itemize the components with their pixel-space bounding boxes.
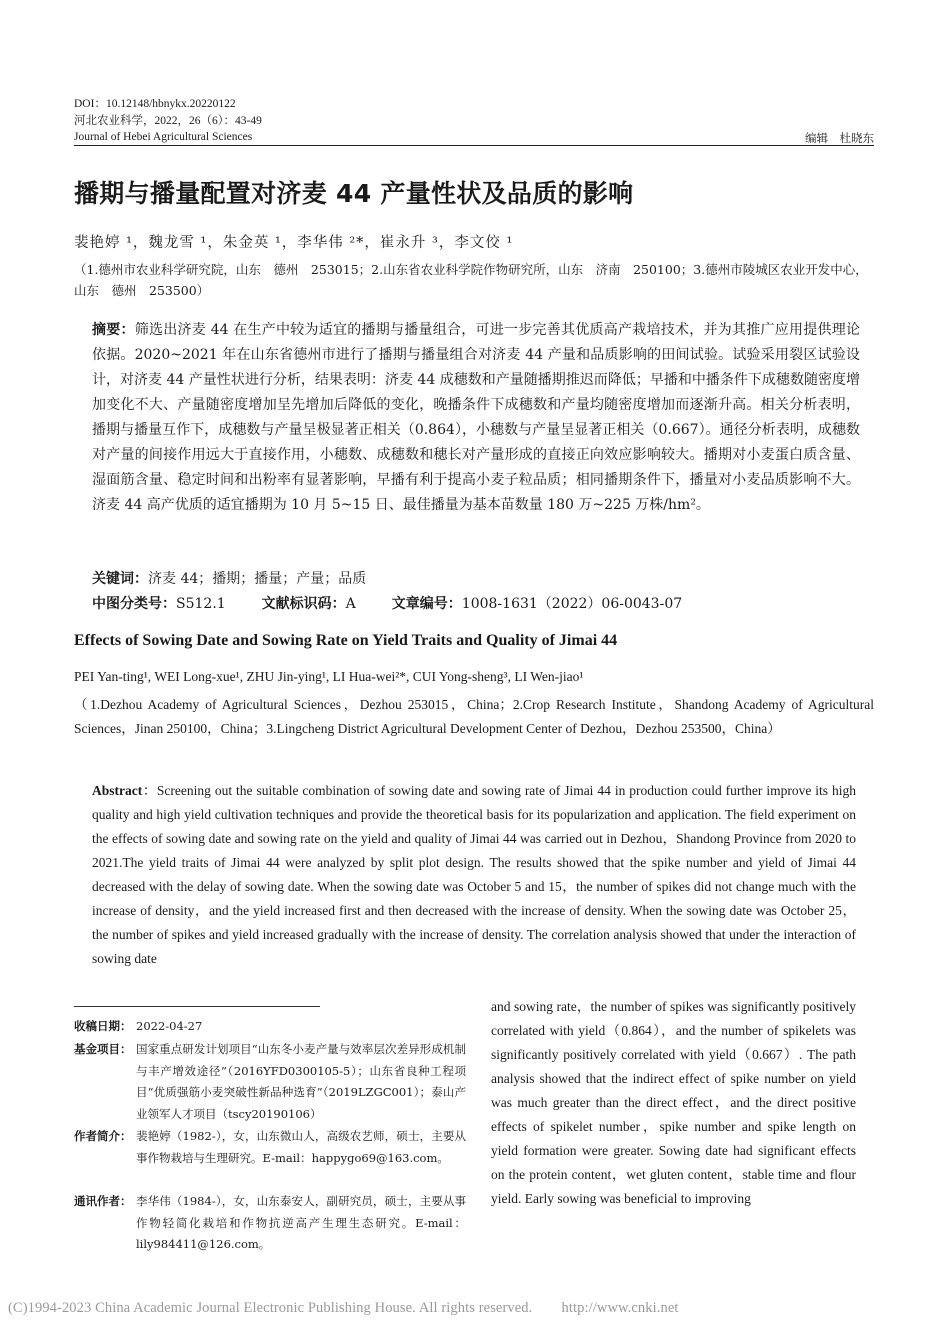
keywords-cn: [92, 567, 860, 592]
abstract-en-text: ：Screening out the suitable combination of sowing date and sowing rate of Jimai 44 in production could further improve its high quality and high yield cultivation techniques and provide the theoretical basis for its popularization and application. The field experiment on the effects of sowing date and sowing rate on the yield and quality of Jimai 44 was carried out in Dezhou，Shandong Province from 2020 to 2021.The yield traits of Jimai 44 were analyzed by split plot design. The results showed that the spike number and yield of Jimai 44 decreased with the delay of sowing date. When the sowing date was October 5 and 15，the number of spikes did not change much with the increase of density，and the yield increased first and then decreased with the increase of density. When the sowing date was October 25，the number of spikes and yield increased gradually with the increase of density. The correlation analysis showed that under the interaction of sowing date: [92, 783, 856, 966]
doc-code-label: 文献标识码：: [261, 596, 346, 612]
doc-code-value: A: [345, 596, 356, 612]
footnote-received: [74, 1016, 466, 1038]
keywords-cn-label: 关键词：: [92, 571, 148, 587]
doi-line[interactable]: DOI：10.12148/hbnykx.20220122: [74, 98, 236, 110]
classification-line: [92, 593, 682, 613]
fund-label: 基金项目：: [74, 1042, 132, 1056]
paper-title-en: Effects of Sowing Date and Sowing Rate on Yield Traits and Quality of Jimai 44: [74, 632, 618, 649]
article-no-value: 1008-1631（2022）06-0043-07: [461, 596, 683, 612]
footnote-corresponding: [74, 1191, 466, 1256]
paper-title-cn: 播期与播量配置对济麦 44 产量性状及品质的影响: [74, 179, 634, 208]
received-value: 2022-04-27: [136, 1019, 203, 1033]
affiliations-cn: （1.德州市农业科学研究院，山东 德州 253015；2.山东省农业科学院作物研究所，山东 济南 250100；3.德州市陵城区农业开发中心，山东 德州 253500）: [74, 262, 868, 298]
clc-label: 中图分类号：: [92, 596, 176, 612]
footnote-fund: [74, 1039, 466, 1125]
journal-header: [74, 96, 262, 146]
affiliations-en: （1.Dezhou Academy of Agricultural Sciences，Dezhou 253015，China；2.Crop Research Institute，Shandong Academy of Agricultural Sciences，Jinan 250100，China；3.Lingcheng District Agricultural Development Center of Dezhou，Dezhou 253500，China）: [74, 697, 874, 736]
clc-value: S512.1: [176, 596, 226, 612]
footnote-divider: [74, 1006, 320, 1007]
editor-credit: 编辑 杜晓东: [805, 131, 874, 145]
abstract-cn: [92, 318, 860, 518]
abstract-cn-label: 摘要：: [92, 322, 135, 338]
fund-value: 国家重点研发计划项目“山东冬小麦产量与效率层次差异形成机制与丰产增效途径”（2016YFD0300105-5）；山东省良种工程项目“优质强筋小麦突破性新品种选育”（2019LZGC001）；泰山产业领军人才项目（tscy20190106）: [136, 1042, 466, 1121]
author-list-cn: 裴艳婷 ¹，魏龙雪 ¹，朱金英 ¹，李华伟 ²*，崔永升 ³，李文佼 ¹: [74, 235, 514, 251]
issue-line: 河北农业科学，2022，26（6）：43-49: [74, 114, 262, 127]
header-divider: [74, 145, 874, 146]
abstract-en-continued: and sowing rate，the number of spikes was significantly positively correlated with yield（0.864），and the number of spikelets was significantly positively correlated with yield（0.667）. The path analysis showed that the indirect effect of spike number on yield was much greater than the direct effect，and the direct positive effects of spikelet number，spike number and spike length on yield formation were greater. Sowing date had significant effects on the protein content，wet gluten content，stable time and flour yield. Early sowing was beneficial to improving: [491, 999, 856, 1206]
journal-name-en: Journal of Hebei Agricultural Sciences: [74, 131, 253, 143]
article-no-label: 文章编号：: [391, 596, 462, 612]
corresponding-value[interactable]: 李华伟（1984-），女，山东泰安人，副研究员，硕士，主要从事作物轻简化栽培和作物抗逆高产生理生态研究。E-mail：lily984411@126.com。: [136, 1194, 466, 1251]
keywords-cn-text: 济麦 44；播期；播量；产量；品质: [148, 571, 367, 587]
corresponding-label: 通讯作者：: [74, 1194, 132, 1208]
abstract-en-label: Abstract: [92, 783, 143, 798]
abstract-en: [92, 779, 856, 971]
abstract-cn-text: 筛选出济麦 44 在生产中较为适宜的播期与播量组合，可进一步完善其优质高产栽培技术，并为其推广应用提供理论依据。2020~2021 年在山东省德州市进行了播期与播量组合对济麦 44 产量和品质影响的田间试验。试验采用裂区试验设计，对济麦 44 产量性状进行分析，结果表明：济麦 44 成穗数和产量随播期推迟而降低；早播和中播条件下成穗数随密度增加变化不大、产量随密度增加呈先增加后降低的变化，晚播条件下成穗数和产量均随密度增加而逐渐升高。相关分析表明，播期与播量互作下，成穗数与产量呈极显著正相关（0.864），小穗数与产量呈显著正相关（0.667）。通径分析表明，成穗数对产量的间接作用远大于直接作用，小穗数、成穗数和穗长对产量形成的直接正向效应影响较大。播期对小麦蛋白质含量、湿面筋含量、稳定时间和出粉率有显著影响，早播有利于提高小麦子粒品质；相同播期条件下，播量对小麦品质影响不大。济麦 44 高产优质的适宜播期为 10 月 5~15 日、最佳播量为基本苗数量 180 万~225 万株/hm²。: [92, 322, 861, 513]
footnote-author: [74, 1126, 466, 1169]
copyright-watermark: (C)1994-2023 China Academic Journal Electronic Publishing House. All rights reserved. http://www.cnki.net: [8, 1300, 679, 1316]
author-bio-label: 作者简介：: [74, 1129, 132, 1143]
received-label: 收稿日期：: [74, 1019, 132, 1033]
author-list-en: PEI Yan-ting¹, WEI Long-xue¹, ZHU Jin-ying¹, LI Hua-wei²*, CUI Yong-sheng³, LI Wen-jiao¹: [74, 669, 584, 684]
author-bio-value[interactable]: 裴艳婷（1982-），女，山东微山人，高级农艺师，硕士，主要从事作物栽培与生理研究。E-mail：happygo69@163.com。: [136, 1129, 466, 1165]
